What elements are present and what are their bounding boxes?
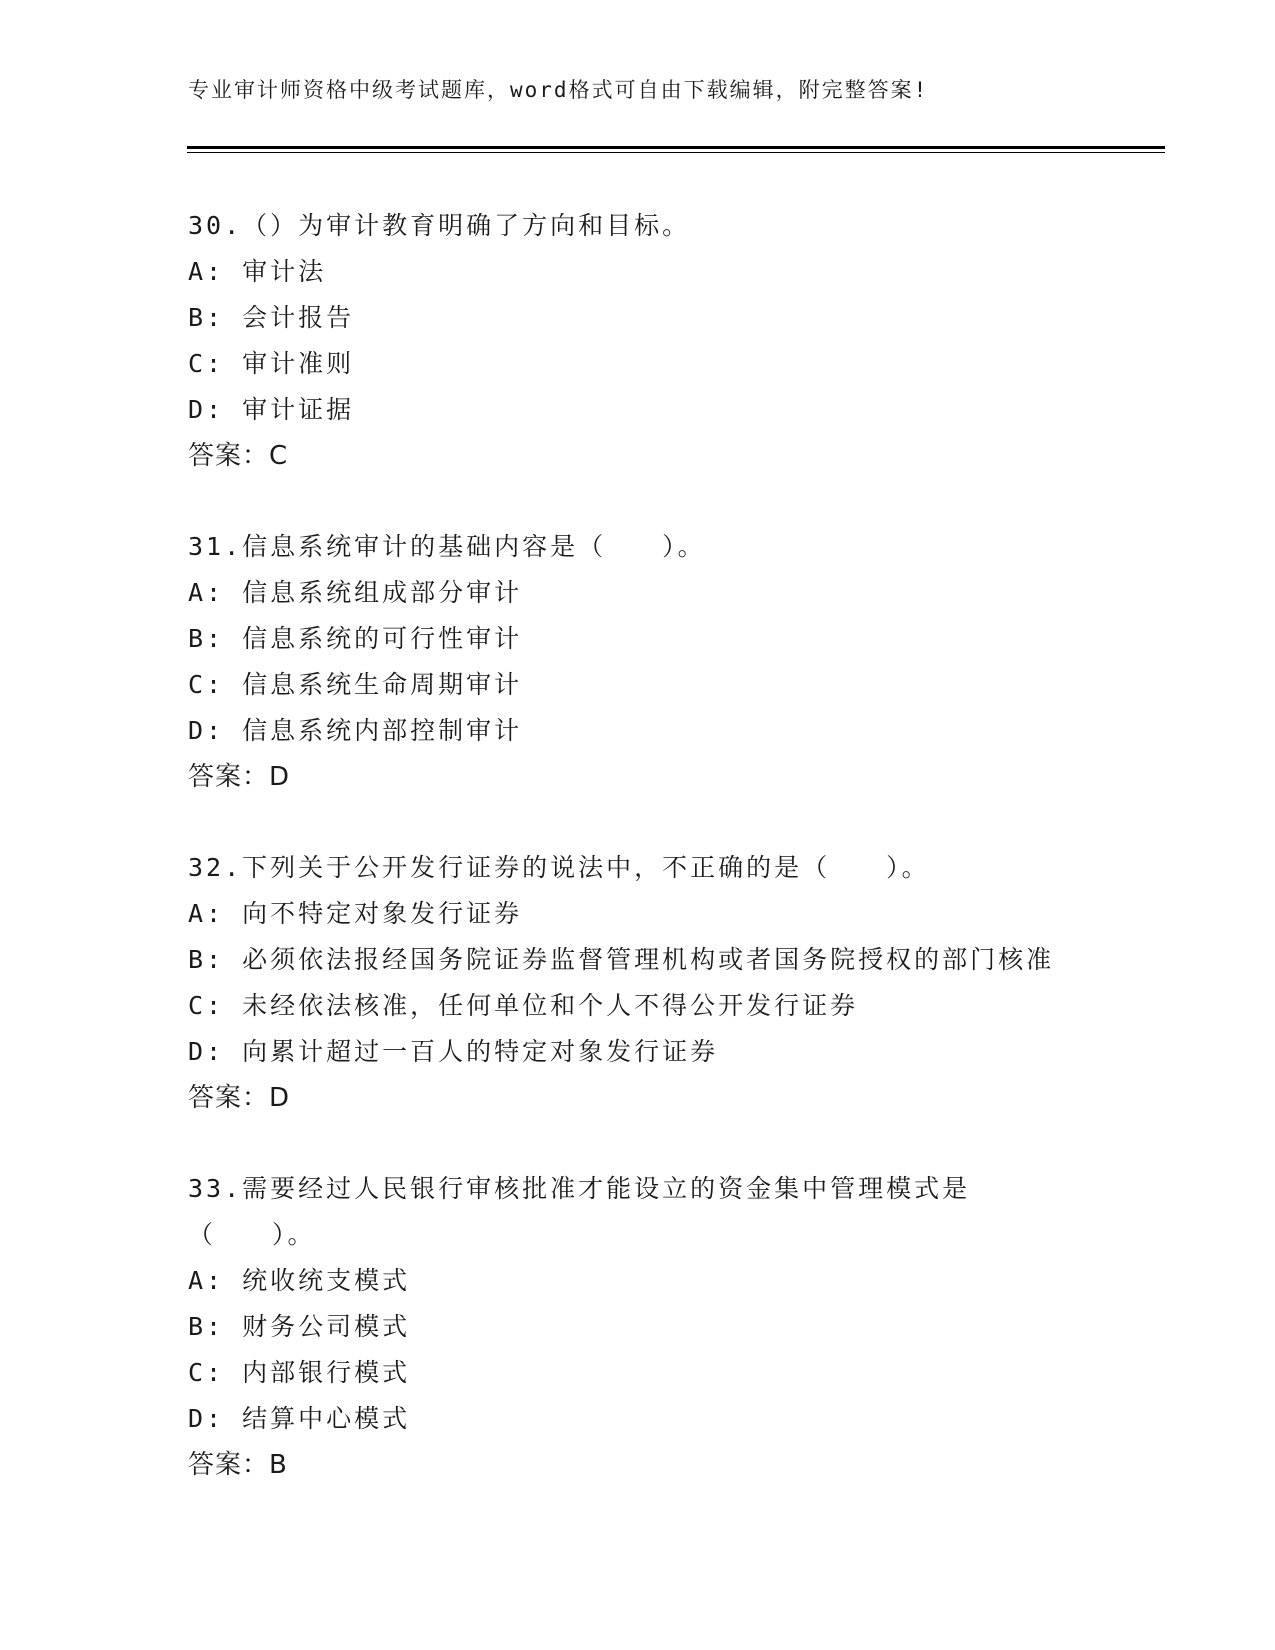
question-stem: 32.下列关于公开发行证券的说法中，不正确的是（ ）。 bbox=[188, 853, 930, 882]
option-d: D: 信息系统内部控制审计 bbox=[188, 716, 523, 745]
option-b: B: 财务公司模式 bbox=[188, 1312, 411, 1341]
option-d: D: 审计证据 bbox=[188, 395, 355, 424]
option-c: C: 审计准则 bbox=[188, 349, 355, 378]
answer: 答案：B bbox=[188, 1450, 288, 1480]
option-b: B: 会计报告 bbox=[188, 303, 355, 332]
option-a: A: 统收统支模式 bbox=[188, 1266, 411, 1295]
option-b: B: 信息系统的可行性审计 bbox=[188, 624, 523, 653]
question-list bbox=[188, 203, 1168, 1533]
option-c: C: 未经依法核准，任何单位和个人不得公开发行证券 bbox=[188, 991, 859, 1020]
option-c: C: 信息系统生命周期审计 bbox=[188, 670, 523, 699]
option-d: D: 向累计超过一百人的特定对象发行证券 bbox=[188, 1037, 719, 1066]
question-stem: 33.需要经过人民银行审核批准才能设立的资金集中管理模式是（ ）。 bbox=[188, 1174, 971, 1249]
answer: 答案：D bbox=[188, 762, 291, 792]
question-31 bbox=[188, 524, 1168, 800]
answer: 答案：C bbox=[188, 441, 289, 471]
question-33 bbox=[188, 1166, 1168, 1488]
page-header: 专业审计师资格中级考试题库，word格式可自由下载编辑，附完整答案! bbox=[188, 78, 929, 102]
option-d: D: 结算中心模式 bbox=[188, 1404, 411, 1433]
answer: 答案：D bbox=[188, 1083, 291, 1113]
option-c: C: 内部银行模式 bbox=[188, 1358, 411, 1387]
question-30 bbox=[188, 203, 1168, 479]
option-b: B: 必须依法报经国务院证券监督管理机构或者国务院授权的部门核准 bbox=[188, 945, 1055, 974]
question-32 bbox=[188, 845, 1168, 1121]
option-a: A: 向不特定对象发行证券 bbox=[188, 899, 523, 928]
option-a: A: 审计法 bbox=[188, 257, 327, 286]
option-a: A: 信息系统组成部分审计 bbox=[188, 578, 523, 607]
header-divider bbox=[187, 146, 1165, 153]
question-stem: 31.信息系统审计的基础内容是（ ）。 bbox=[188, 532, 706, 561]
question-stem: 30.（）为审计教育明确了方向和目标。 bbox=[188, 211, 691, 240]
